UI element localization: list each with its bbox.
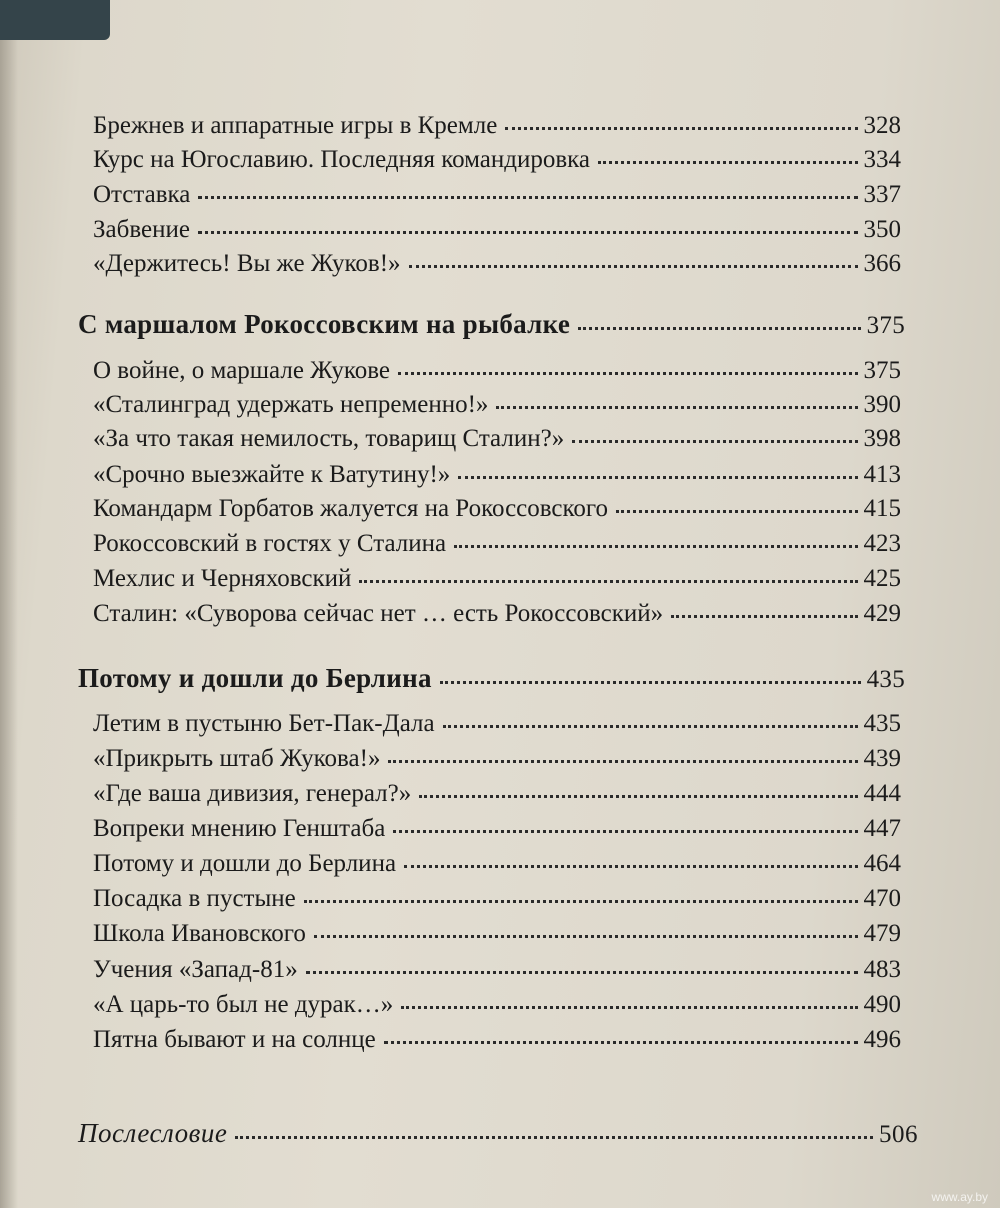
dot-leader — [572, 439, 857, 443]
dot-leader — [384, 1040, 858, 1044]
toc-entry — [93, 250, 901, 278]
toc-entry — [93, 745, 901, 773]
toc-entry — [93, 495, 901, 523]
toc-entry-page: 423 — [863, 530, 901, 557]
toc-entry-title: Учения «Запад-81» — [93, 956, 298, 983]
toc-epilogue-title: Послесловие — [78, 1118, 228, 1148]
toc-entry-title: Летим в пустыню Бет-Пак-Дала — [93, 710, 435, 737]
toc-entry-page: 483 — [863, 956, 901, 983]
dot-leader — [198, 230, 858, 234]
toc-entry-page: 415 — [863, 495, 901, 522]
dot-leader — [671, 614, 857, 618]
dot-leader — [419, 794, 857, 798]
toc-entry-title: Отставка — [93, 181, 191, 208]
toc-entry — [93, 565, 901, 593]
toc-entry — [93, 1026, 901, 1054]
toc-chapter-title: Потому и дошли до Берлина — [78, 663, 432, 693]
dot-leader — [505, 126, 857, 130]
toc-entry-page: 439 — [863, 745, 901, 772]
toc-entry-page: 444 — [863, 780, 901, 807]
toc-entry — [93, 780, 901, 808]
toc-entry — [93, 530, 901, 558]
toc-entry-title: Пятна бывают и на солнце — [93, 1026, 376, 1053]
toc-chapter-title: С маршалом Рокоссовским на рыбалке — [78, 309, 571, 339]
toc-epilogue — [78, 1118, 918, 1149]
toc-entry-page: 447 — [863, 815, 901, 842]
dot-leader — [314, 934, 858, 938]
toc-entry-title: Потому и дошли до Берлина — [93, 850, 397, 877]
toc-entry-title: Мехлис и Черняховский — [93, 565, 352, 592]
toc-entry-title: «Держитесь! Вы же Жуков!» — [93, 250, 401, 277]
dot-leader — [578, 326, 860, 330]
dot-leader — [304, 899, 858, 903]
dot-leader — [388, 759, 857, 763]
toc-entry-page: 328 — [863, 112, 901, 139]
toc-entry — [93, 216, 901, 244]
toc-entry-title: «Срочно выезжайте к Ватутину!» — [93, 461, 451, 488]
toc-entry — [93, 357, 901, 385]
toc-entry-page: 435 — [863, 710, 901, 737]
dot-leader — [393, 829, 857, 833]
toc-entry-title: Рокоссовский в гостях у Сталина — [93, 530, 447, 557]
toc-entry — [93, 600, 901, 628]
dot-leader — [401, 1005, 857, 1009]
toc-entry-title: О войне, о маршале Жукове — [93, 357, 390, 384]
toc-entry — [93, 112, 901, 140]
dot-leader — [404, 864, 857, 868]
toc-entry-title: «А царь-то был не дурак…» — [93, 991, 394, 1018]
toc-entry-page: 479 — [863, 920, 901, 947]
toc-epilogue-page: 506 — [879, 1121, 918, 1148]
toc-entry — [93, 146, 901, 174]
toc-entry-title: Забвение — [93, 216, 190, 243]
toc-entry-page: 496 — [863, 1026, 901, 1053]
toc-entry-page: 429 — [863, 600, 901, 627]
toc-entry — [93, 181, 901, 209]
dot-leader — [496, 405, 857, 409]
toc-entry — [93, 425, 901, 453]
toc-entry — [93, 991, 901, 1019]
toc-entry-title: Посадка в пустыне — [93, 885, 296, 912]
dot-leader — [458, 475, 857, 479]
toc-entry-page: 413 — [863, 461, 901, 488]
toc-entry — [93, 710, 901, 738]
dot-leader — [198, 195, 857, 199]
toc-entry-title: Вопреки мнению Генштаба — [93, 815, 386, 842]
dot-leader — [616, 509, 857, 513]
toc-chapter-page: 375 — [866, 312, 905, 339]
dot-leader — [598, 160, 858, 164]
dot-leader — [443, 724, 858, 728]
toc-entry — [93, 885, 901, 913]
dot-leader — [306, 970, 858, 974]
toc-entry — [93, 815, 901, 843]
toc-entry — [93, 461, 901, 489]
toc-entry-title: «Где ваша дивизия, генерал?» — [93, 780, 412, 807]
dot-leader — [440, 680, 861, 684]
dot-leader — [398, 371, 858, 375]
toc-entry-page: 350 — [863, 216, 901, 243]
watermark: www.ay.by — [931, 1190, 988, 1204]
toc-entry-title: «Сталинград удержать непременно!» — [93, 391, 489, 418]
toc-entry-page: 337 — [863, 181, 901, 208]
toc-entry-page: 375 — [863, 357, 901, 384]
toc-chapter-heading — [78, 663, 905, 694]
toc-entry-title: Брежнев и аппаратные игры в Кремле — [93, 112, 498, 139]
dot-leader — [409, 264, 858, 268]
toc-entry-page: 425 — [863, 565, 901, 592]
toc-entry-title: Сталин: «Суворова сейчас нет … есть Рокоссовский» — [93, 600, 664, 627]
toc-chapter-heading — [78, 309, 905, 340]
toc-entry-title: Курс на Югославию. Последняя командировка — [93, 146, 590, 173]
toc-entry-page: 470 — [863, 885, 901, 912]
toc-entry — [93, 850, 901, 878]
toc-entry-page: 390 — [863, 391, 901, 418]
toc-entry-page: 334 — [863, 146, 901, 173]
toc-entry-page: 464 — [863, 850, 901, 877]
toc-entry-title: Командарм Горбатов жалуется на Рокоссовского — [93, 495, 609, 522]
toc-entry-page: 398 — [863, 425, 901, 452]
toc-entry-title: «Прикрыть штаб Жукова!» — [93, 745, 381, 772]
toc-chapter-page: 435 — [866, 666, 905, 693]
toc-entry-page: 366 — [863, 250, 901, 277]
toc-entry — [93, 391, 901, 419]
dot-leader — [454, 544, 857, 548]
toc-entry-title: «За что такая немилость, товарищ Сталин?» — [93, 425, 565, 452]
toc-entry-title: Школа Ивановского — [93, 920, 306, 947]
toc-entry-page: 490 — [863, 991, 901, 1018]
toc-entry — [93, 920, 901, 948]
dot-leader — [235, 1135, 873, 1139]
toc-entry — [93, 956, 901, 984]
dot-leader — [359, 579, 857, 583]
